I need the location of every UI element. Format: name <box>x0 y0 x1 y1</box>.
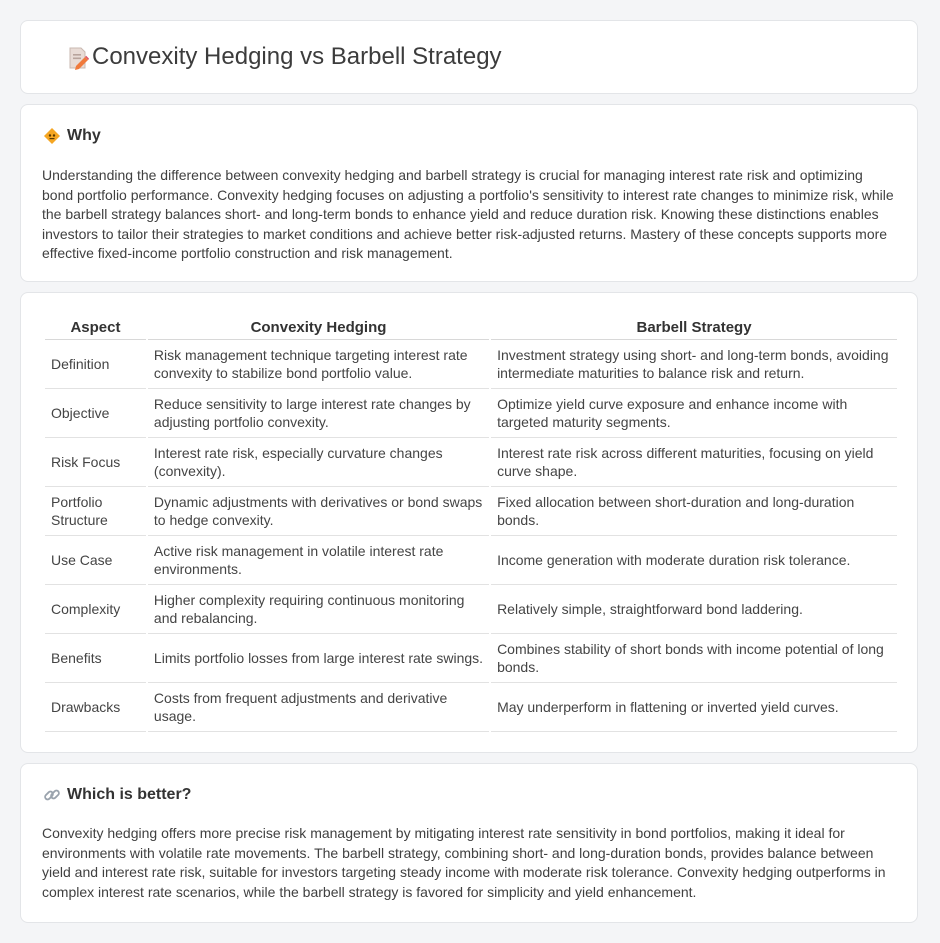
table-header-row <box>45 315 897 340</box>
table-row <box>45 585 897 634</box>
aspect-cell: Complexity <box>45 585 146 634</box>
table-row <box>45 634 897 683</box>
barbell-cell: Optimize yield curve exposure and enhance income with targeted maturity segments. <box>491 389 897 438</box>
title-card <box>20 20 918 94</box>
document-pencil-icon <box>67 46 89 70</box>
barbell-cell: Investment strategy using short- and long-term bonds, avoiding intermediate maturities to balance risk and return. <box>491 340 897 389</box>
table-row <box>45 487 897 536</box>
header-barbell-strategy: Barbell Strategy <box>491 315 897 340</box>
page-title: Convexity Hedging vs Barbell Strategy <box>92 43 502 70</box>
aspect-cell: Drawbacks <box>45 683 146 732</box>
why-text: Understanding the difference between convexity hedging and barbell strategy is crucial for managing interest rate risk and optimizing bond portfolio performance. Convexity hedging focuses on adjusting a portfolio's sensitivity to interest rate changes to minimize risk, while the barbell strategy balances short- and long-term bonds to enhance yield and reduce duration risk. Knowing these distinctions enables investors to tailor their strategies to market conditions and achieve better risk-adjusted returns. Mastery of these concepts supports more effective fixed-income portfolio construction and risk management. <box>42 167 894 262</box>
table-row <box>45 536 897 585</box>
table-row <box>45 683 897 732</box>
barbell-cell: Combines stability of short bonds with income potential of long bonds. <box>491 634 897 683</box>
which-is-better-section <box>20 763 918 923</box>
barbell-cell: Relatively simple, straightforward bond laddering. <box>491 585 897 634</box>
barbell-cell: Income generation with moderate duration risk tolerance. <box>491 536 897 585</box>
aspect-cell: Portfolio Structure <box>45 487 146 536</box>
convexity-cell: Interest rate risk, especially curvature changes (convexity). <box>148 438 489 487</box>
convexity-cell: Costs from frequent adjustments and derivative usage. <box>148 683 489 732</box>
header-convexity-hedging: Convexity Hedging <box>148 315 489 340</box>
convexity-cell: Dynamic adjustments with derivatives or bond swaps to hedge convexity. <box>148 487 489 536</box>
aspect-cell: Objective <box>45 389 146 438</box>
aspect-cell: Definition <box>45 340 146 389</box>
convexity-cell: Limits portfolio losses from large interest rate swings. <box>148 634 489 683</box>
convexity-cell: Higher complexity requiring continuous monitoring and rebalancing. <box>148 585 489 634</box>
aspect-cell: Use Case <box>45 536 146 585</box>
table-row <box>45 438 897 487</box>
diamond-warning-icon <box>43 127 61 145</box>
better-text: Convexity hedging offers more precise risk management by mitigating interest rate sensitivity in bond portfolios, making it ideal for environments with volatile rate movements. The barbell strategy, combining short- and long-duration bonds, provides balance between yield and interest rate risk, suitable for investors targeting steady income with moderate risk tolerance. Convexity hedging outperforms in complex interest rate scenarios, while the barbell strategy is favored for simplicity and yield enhancement. <box>42 825 886 900</box>
convexity-cell: Risk management technique targeting interest rate convexity to stabilize bond portfolio value. <box>148 340 489 389</box>
header-aspect: Aspect <box>45 315 146 340</box>
barbell-cell: Fixed allocation between short-duration and long-duration bonds. <box>491 487 897 536</box>
aspect-cell: Benefits <box>45 634 146 683</box>
comparison-table <box>43 315 899 732</box>
why-header <box>43 127 101 145</box>
better-header <box>43 786 191 804</box>
table-row <box>45 389 897 438</box>
why-heading: Why <box>67 127 101 144</box>
table-row <box>45 340 897 389</box>
convexity-cell: Reduce sensitivity to large interest rate changes by adjusting portfolio convexity. <box>148 389 489 438</box>
better-heading: Which is better? <box>67 786 192 803</box>
link-icon <box>43 786 61 804</box>
barbell-cell: May underperform in flattening or inverted yield curves. <box>491 683 897 732</box>
comparison-table-card <box>20 292 918 753</box>
aspect-cell: Risk Focus <box>45 438 146 487</box>
barbell-cell: Interest rate risk across different maturities, focusing on yield curve shape. <box>491 438 897 487</box>
why-section <box>20 104 918 282</box>
convexity-cell: Active risk management in volatile interest rate environments. <box>148 536 489 585</box>
